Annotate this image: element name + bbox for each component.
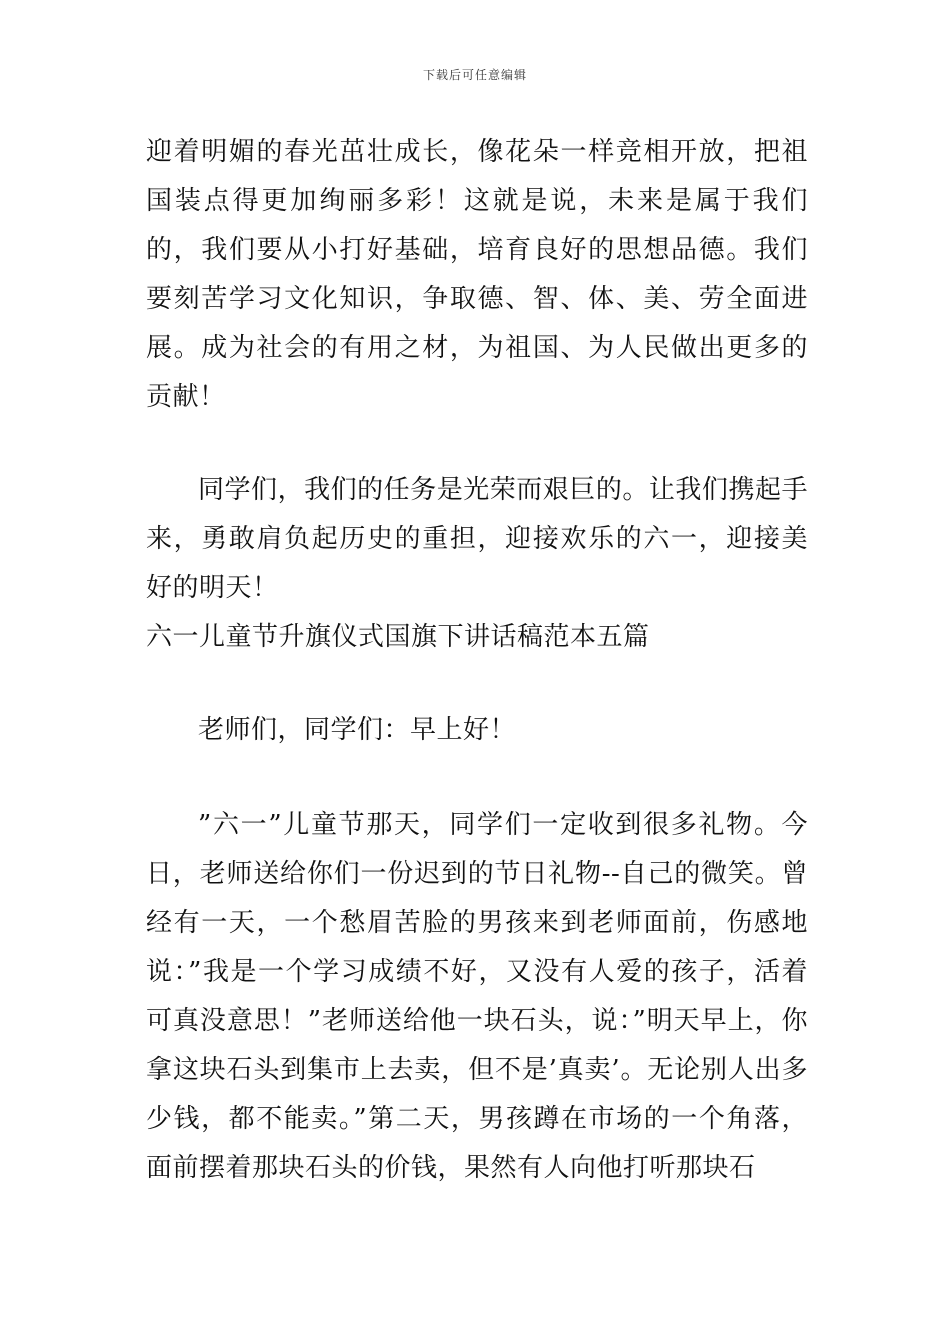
paragraph-2: 同学们，我们的任务是光荣而艰巨的。让我们携起手来，勇敢肩负起历史的重担，迎接欢乐的六一，迎接美好的明天！ — [146, 475, 808, 603]
header-note: 下载后可任意编辑 — [422, 68, 527, 82]
paragraph-3: ”六一”儿童节那天，同学们一定收到很多礼物。今日，老师送给你们一份迟到的节日礼物--自己的微笑。曾经有一天，一个愁眉苦脸的男孩来到老师面前，伤感地说：”我是一个学习成绩不好，又没有人爱的孩子，活着可真没意思！”老师送给他一块石头，说：”明天早上，你拿这块石头到集市上去卖，但不是’真卖’。无论别人出多少钱，都不能卖。”第二天，男孩蹲在市场的一个角落，面前摆着那块石头的价钱，果然有人向他打听那块石 — [146, 810, 808, 1183]
section-title: 六一儿童节升旗仪式国旗下讲话稿范本五篇 — [146, 622, 650, 652]
greeting: 老师们，同学们：早上好！ — [198, 715, 517, 745]
paragraph-1: 迎着明媚的春光茁壮成长，像花朵一样竞相开放，把祖国装点得更加绚丽多彩！这就是说，未来是属于我们的，我们要从小打好基础，培育良好的思想品德。我们要刻苦学习文化知识，争取德、智、体、美、劳全面进展。成为社会的有用之材，为祖国、为人民做出更多的贡献！ — [146, 137, 808, 412]
document-body — [146, 128, 808, 1193]
